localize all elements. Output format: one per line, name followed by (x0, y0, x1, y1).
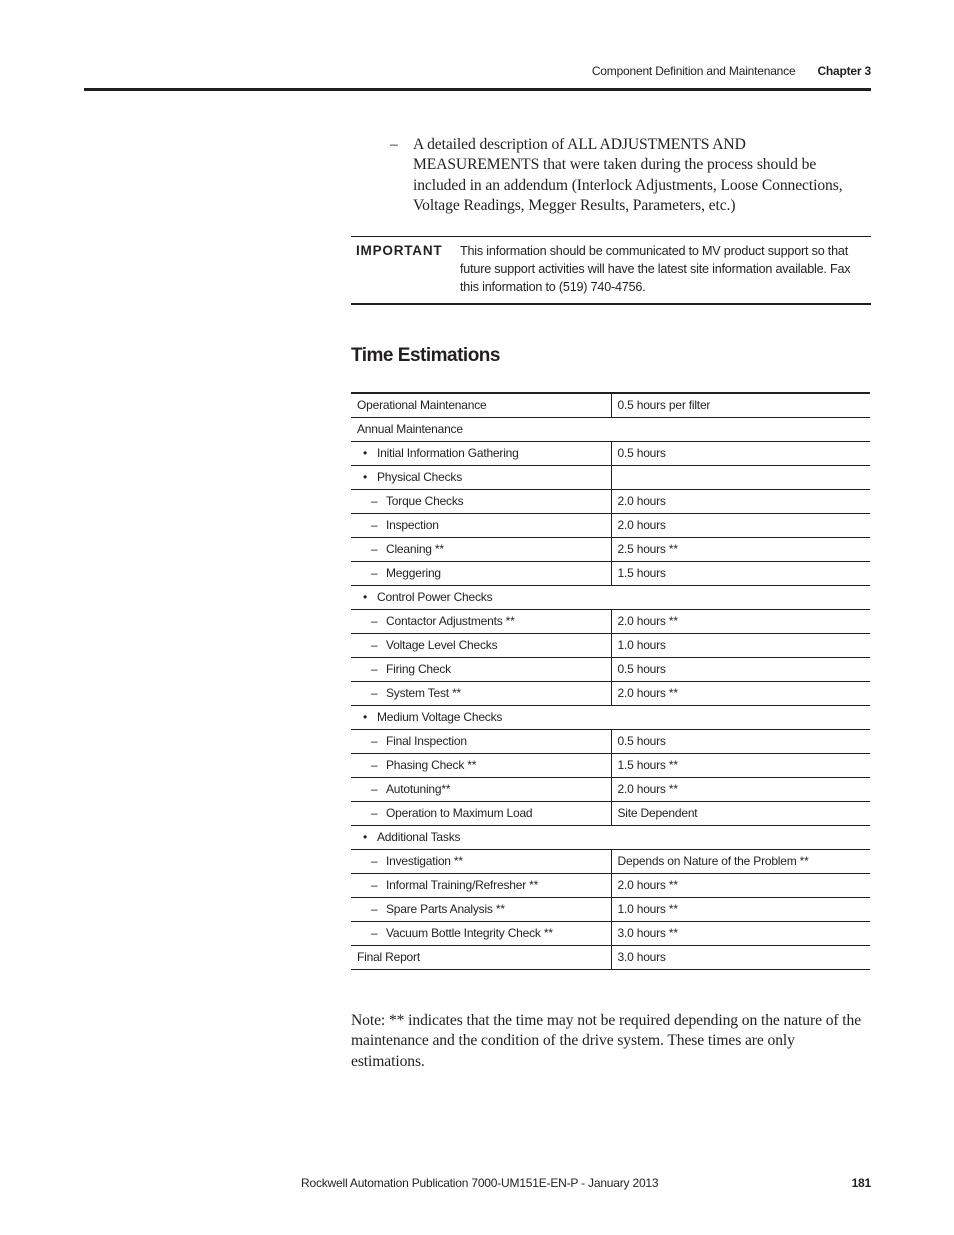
task-cell (351, 513, 611, 537)
page-header (0, 64, 871, 78)
time-cell: 2.0 hours (611, 513, 870, 537)
task-cell (351, 873, 611, 897)
time-estimations-table (351, 392, 870, 970)
task-label: Spare Parts Analysis ** (386, 902, 505, 916)
task-label: Additional Tasks (377, 830, 461, 844)
time-cell: 1.0 hours ** (611, 897, 870, 921)
task-cell (351, 489, 611, 513)
dash-marker: – (371, 518, 378, 532)
time-cell: 2.0 hours (611, 489, 870, 513)
task-label: Inspection (386, 518, 439, 532)
task-cell (351, 777, 611, 801)
table-row (351, 801, 870, 825)
important-text: This information should be communicated to MV product support so that future support activities will have the latest site information available. Fax this information to (519) 740-4756. (460, 244, 851, 294)
dash-marker: – (390, 136, 398, 153)
table-row (351, 897, 870, 921)
task-label: System Test ** (386, 686, 462, 700)
task-label: Final Inspection (386, 734, 467, 748)
task-cell (351, 921, 611, 945)
bullet-marker: • (363, 710, 368, 724)
time-cell (611, 465, 870, 489)
table-row (351, 537, 870, 561)
dash-marker: – (371, 758, 378, 772)
table-row (351, 609, 870, 633)
task-cell (351, 609, 611, 633)
time-cell: 0.5 hours (611, 729, 870, 753)
task-label: Control Power Checks (377, 590, 493, 604)
table-row (351, 585, 870, 609)
table-row (351, 681, 870, 705)
important-note-box (351, 236, 871, 305)
table-row (351, 753, 870, 777)
task-cell (351, 801, 611, 825)
table-row (351, 561, 870, 585)
header-chapter: Chapter 3 (817, 64, 871, 78)
table-row (351, 633, 870, 657)
task-label: Operation to Maximum Load (386, 806, 533, 820)
table-row (351, 465, 870, 489)
dash-marker: – (371, 638, 378, 652)
task-cell (351, 561, 611, 585)
dash-marker: – (371, 686, 378, 700)
task-cell (351, 585, 870, 609)
note-paragraph: Note: ** indicates that the time may not be required depending on the nature of the maintenance and the condition of the drive system. These times are only estimations. (351, 1012, 862, 1070)
dash-list-item (390, 135, 872, 216)
time-cell: 0.5 hours per filter (611, 393, 870, 417)
table-row (351, 393, 870, 417)
task-cell (351, 729, 611, 753)
footer-publication: Rockwell Automation Publication 7000-UM151E-EN-P - January 2013 (301, 1176, 659, 1190)
bullet-marker: • (363, 470, 368, 484)
dash-item-text: A detailed description of ALL ADJUSTMENTS AND MEASUREMENTS that were taken during the process should be included in an addendum (Interlock Adjustments, Loose Connections, Voltage Readings, Megger Results, Parameters, etc.) (413, 136, 843, 214)
important-label: IMPORTANT (356, 243, 443, 258)
table-row (351, 729, 870, 753)
dash-marker: – (371, 926, 378, 940)
time-cell: Depends on Nature of the Problem ** (611, 849, 870, 873)
task-cell (351, 657, 611, 681)
time-cell: 1.0 hours (611, 633, 870, 657)
task-cell (351, 465, 611, 489)
time-cell: 1.5 hours (611, 561, 870, 585)
task-cell (351, 825, 870, 849)
section-title: Time Estimations (351, 345, 500, 366)
task-cell (351, 441, 611, 465)
task-cell (351, 393, 611, 417)
task-label: Cleaning ** (386, 542, 444, 556)
table-row (351, 489, 870, 513)
task-label: Investigation ** (386, 854, 463, 868)
task-label: Phasing Check ** (386, 758, 477, 772)
task-label: Meggering (386, 566, 441, 580)
bullet-marker: • (363, 830, 368, 844)
dash-marker: – (371, 878, 378, 892)
task-label: Contactor Adjustments ** (386, 614, 515, 628)
dash-marker: – (371, 566, 378, 580)
time-cell: 0.5 hours (611, 441, 870, 465)
time-cell: 1.5 hours ** (611, 753, 870, 777)
task-label: Physical Checks (377, 470, 463, 484)
table-row (351, 945, 870, 969)
bullet-marker: • (363, 446, 368, 460)
bullet-marker: • (363, 590, 368, 604)
time-cell: 2.0 hours ** (611, 681, 870, 705)
task-label: Firing Check (386, 662, 451, 676)
time-cell: Site Dependent (611, 801, 870, 825)
table-row (351, 849, 870, 873)
task-cell (351, 417, 870, 441)
table-row (351, 705, 870, 729)
task-label: Operational Maintenance (357, 398, 487, 413)
time-cell: 2.0 hours ** (611, 777, 870, 801)
task-label: Annual Maintenance (357, 422, 463, 436)
table-row (351, 873, 870, 897)
dash-marker: – (371, 806, 378, 820)
dash-marker: – (371, 494, 378, 508)
task-cell (351, 681, 611, 705)
time-cell: 3.0 hours ** (611, 921, 870, 945)
dash-marker: – (371, 662, 378, 676)
task-cell (351, 945, 611, 969)
table-row (351, 921, 870, 945)
time-cell: 2.5 hours ** (611, 537, 870, 561)
dash-marker: – (371, 614, 378, 628)
time-cell: 3.0 hours (611, 945, 870, 969)
task-label: Torque Checks (386, 494, 464, 508)
time-cell: 2.0 hours ** (611, 873, 870, 897)
time-cell: 0.5 hours (611, 657, 870, 681)
task-label: Initial Information Gathering (377, 446, 519, 460)
table-row (351, 441, 870, 465)
table-row (351, 777, 870, 801)
dash-marker: – (371, 854, 378, 868)
task-label: Medium Voltage Checks (377, 710, 503, 724)
dash-marker: – (371, 734, 378, 748)
dash-marker: – (371, 902, 378, 916)
table-body (351, 393, 870, 969)
time-cell: 2.0 hours ** (611, 609, 870, 633)
task-cell (351, 633, 611, 657)
header-rule (84, 88, 871, 91)
task-cell (351, 849, 611, 873)
page-number: 181 (851, 1176, 871, 1190)
table-row (351, 417, 870, 441)
table-row (351, 657, 870, 681)
task-cell (351, 537, 611, 561)
task-label: Vacuum Bottle Integrity Check ** (386, 926, 553, 940)
dash-marker: – (371, 782, 378, 796)
task-cell (351, 705, 870, 729)
task-label: Voltage Level Checks (386, 638, 498, 652)
task-cell (351, 897, 611, 921)
task-label: Final Report (357, 950, 420, 964)
task-label: Autotuning** (386, 782, 451, 796)
table-row (351, 513, 870, 537)
table-row (351, 825, 870, 849)
header-section-title: Component Definition and Maintenance (591, 64, 796, 78)
task-cell (351, 753, 611, 777)
task-label: Informal Training/Refresher ** (386, 878, 539, 892)
dash-marker: – (371, 542, 378, 556)
